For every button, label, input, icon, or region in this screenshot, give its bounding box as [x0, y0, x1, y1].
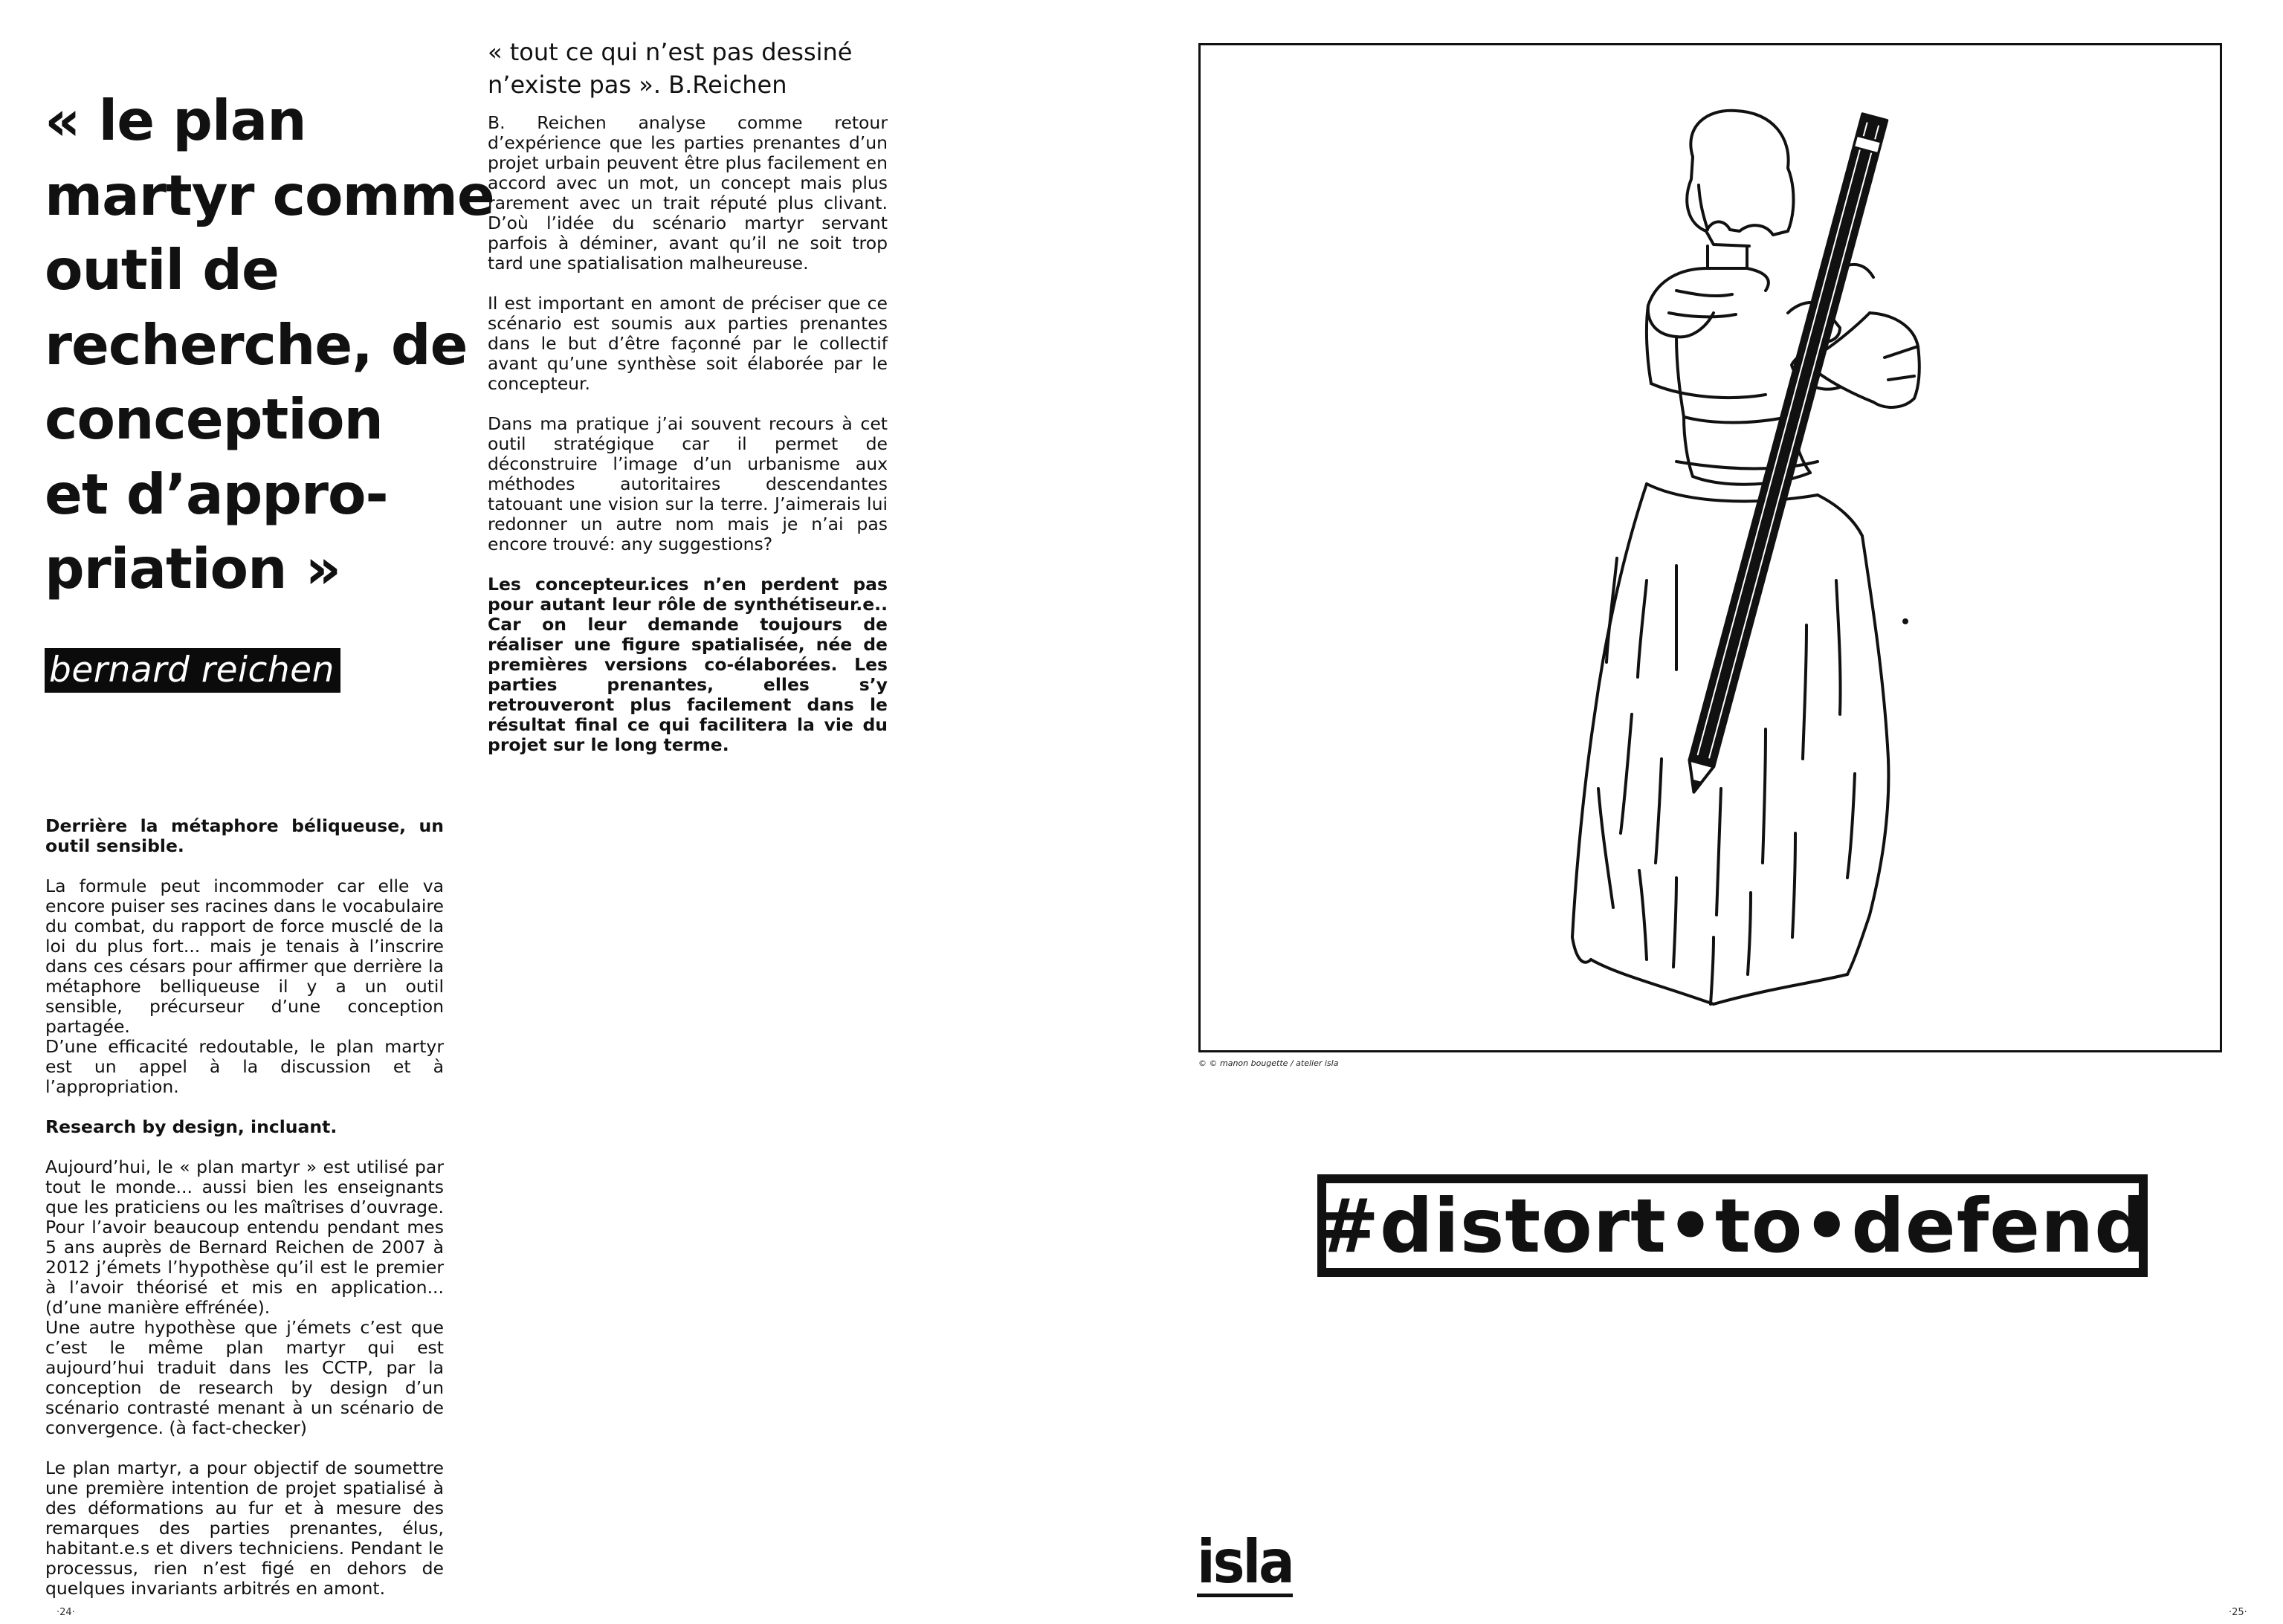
paragraph: La formule peut incommoder car elle va encore puiser ses racines dans le vocabulaire du combat, du rapport de force musclé de la loi du plus fort... mais je tenais à l’inscrire dans ces césars pour affirmer que derrière la métaphore belliqueuse il y a un outil sensible, précurseur d’une conception partagée.: [45, 876, 444, 1037]
paragraph: Le plan martyr, a pour objectif de soumettre une première intention de projet spatialisé à des déformations au fur et à mesure des remarques des parties prenantes, élus, habitant.e.s et divers techniciens. Pendant le processus, rien n’est figé en dehors de quelques invariants arbitrés en amont.: [45, 1458, 444, 1599]
illustration-frame: [1198, 43, 2222, 1052]
pull-quote: « tout ce qui n’est pas dessiné n’existe pas ». B.Reichen: [488, 38, 853, 99]
title-line: conception: [45, 386, 383, 452]
title-line: outil de: [45, 237, 279, 303]
title-line: priation »: [45, 536, 341, 601]
title-line: et d’appro-: [45, 461, 388, 527]
paragraph-bold: Les concepteur.ices n’en perdent pas pour autant leur rôle de synthétiseur.e.. Car on leur demande toujours de réaliser une figure spatialisée, née de premières versions co-élaborées. Les parties prenantes, elles s’y retrouveront plus facilement dans le résultat final ce qui facilitera la vie du projet sur le long terme.: [488, 574, 888, 755]
page-number-right: ·25·: [2229, 1607, 2247, 1618]
isla-logo: isla: [1197, 1527, 1293, 1596]
title-line: recherche, de: [45, 311, 468, 378]
section-heading: Derrière la métaphore béliqueuse, un outil sensible.: [45, 815, 444, 856]
page-number-left: ·24·: [56, 1607, 75, 1618]
figure-with-pencil-illustration: [1201, 45, 2220, 1050]
paragraph: Aujourd’hui, le « plan martyr » est utilisé par tout le monde... aussi bien les enseignants que les praticiens ou les maîtrises d’ouvrage. Pour l’avoir beaucoup entendu pendant mes 5 ans auprès de Bernard Reichen de 2007 à 2012 j’émets l’hypothèse qu’il est le premier à l’avoir théorisé et mis en application... (d’une manière effrénée).: [45, 1156, 444, 1318]
paragraph: D’une efficacité redoutable, le plan martyr est un appel à la discussion et à l’appropriation.: [45, 1036, 444, 1097]
title-line: « le plan: [45, 88, 306, 153]
author-label: bernard reichen: [45, 648, 340, 693]
title-line: martyr comme: [45, 162, 494, 228]
left-text-column: [45, 816, 444, 1619]
hashtag-banner: #distort•to•defend: [1317, 1174, 2148, 1277]
paragraph: Une autre hypothèse que j’émets c’est que c’est le même plan martyr qui est aujourd’hui traduit dans les CCTP, par la conception de research by design d’un scénario contrasté menant à un scénario de convergence. (à fact-checker): [45, 1317, 444, 1438]
article-title: [45, 83, 494, 606]
paragraph: Il est important en amont de préciser que ce scénario est soumis aux parties prenantes dans le but d’être façonné par le collectif avant qu’une synthèse soit élaborée par le concepteur.: [488, 293, 888, 394]
paragraph: B. Reichen analyse comme retour d’expérience que les parties prenantes d’un projet urbain peuvent être plus facilement en accord avec un mot, un concept mais plus rarement avec un trait réputé plus clivant. D’où l’idée du scénario martyr servant parfois à déminer, avant qu’il ne soit trop tard une spatialisation malheureuse.: [488, 112, 888, 274]
paragraph: Dans ma pratique j’ai souvent recours à cet outil stratégique car il permet de déconstruire l’image d’un urbanisme aux méthodes autoritaires descendantes tatouant une vision sur la terre. J’aimerais lui redonner un autre nom mais je n’ai pas encore trouvé: any suggestions?: [488, 413, 888, 554]
middle-text-column: [488, 113, 888, 775]
image-credit: © © manon bougette / atelier isla: [1198, 1058, 1339, 1068]
section-heading: Research by design, incluant.: [45, 1116, 338, 1137]
